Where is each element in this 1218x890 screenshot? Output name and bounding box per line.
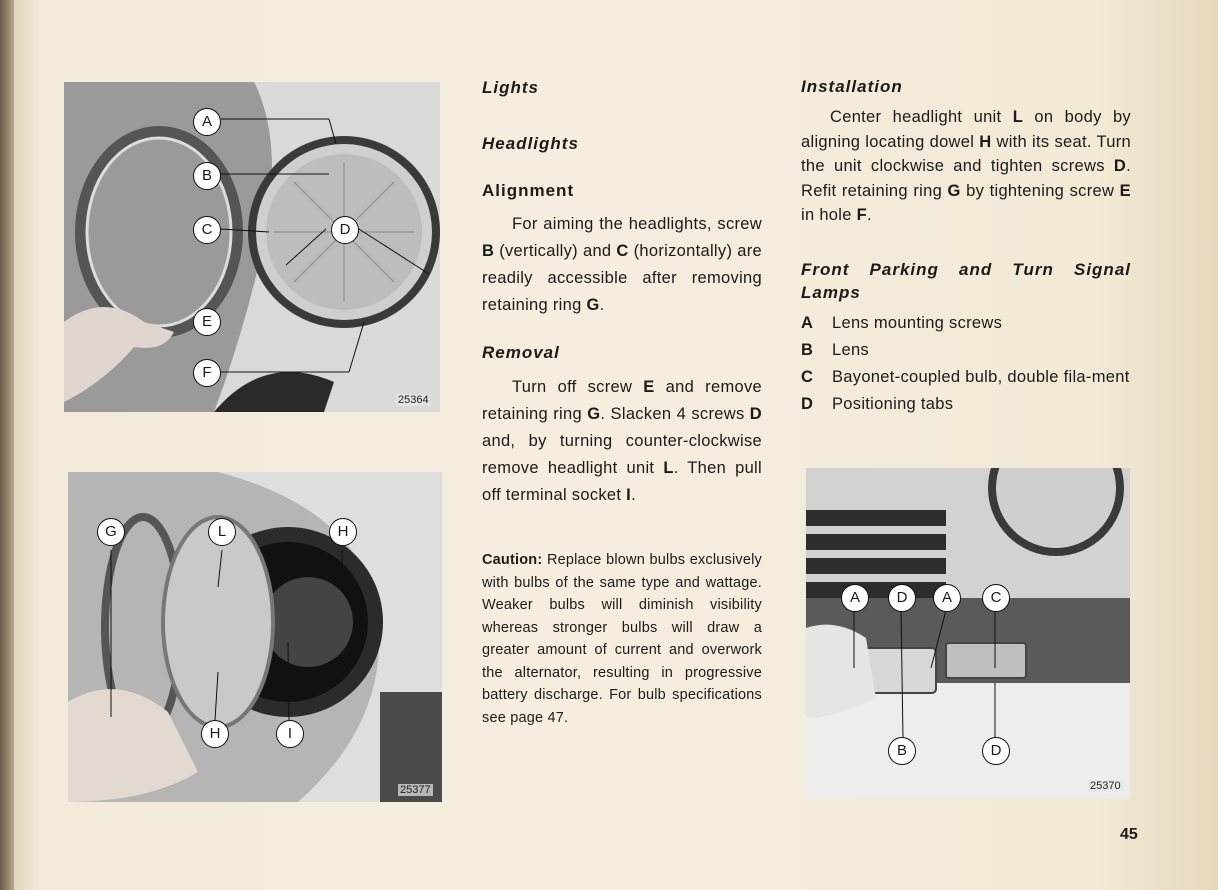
callout-g: G xyxy=(97,518,125,546)
callout-b: B xyxy=(888,737,916,765)
legend-key: D xyxy=(801,394,814,413)
text-run: . Refit retaining ring xyxy=(801,157,1131,200)
right-text-column xyxy=(801,73,1131,420)
installation-paragraph xyxy=(801,105,1131,228)
callout-d: D xyxy=(331,216,359,244)
text-run: and, by turning counter-clockwise remove headlight unit xyxy=(482,432,762,477)
callout-c: C xyxy=(193,216,221,244)
callout-d-top: D xyxy=(888,584,916,612)
front-lamps-heading: Front Parking and Turn Signal Lamps xyxy=(801,259,1131,302)
legend-key: A xyxy=(801,313,814,332)
callout-h-top: H xyxy=(329,518,357,546)
key-letter: L xyxy=(663,459,674,477)
legend-text: Lens xyxy=(832,340,869,359)
section-subtitle: Headlights xyxy=(482,134,579,153)
callout-b: B xyxy=(193,162,221,190)
callout-c: C xyxy=(982,584,1010,612)
legend-row xyxy=(801,339,1131,362)
installation-heading: Installation xyxy=(801,77,903,96)
callout-f: F xyxy=(193,359,221,387)
text-run: . Then pull off terminal socket xyxy=(482,459,762,504)
text-run: and remove retaining ring xyxy=(482,378,762,423)
legend-row xyxy=(801,393,1131,416)
legend-text: Positioning tabs xyxy=(832,394,954,413)
alignment-paragraph xyxy=(482,211,762,319)
headlight-alignment-photo xyxy=(64,82,440,412)
legend-text: Lens mounting screws xyxy=(832,313,1003,332)
section-title: Lights xyxy=(482,78,539,97)
key-letter: C xyxy=(616,242,629,260)
headlight-removal-photo xyxy=(68,472,442,802)
legend-text: Bayonet-coupled bulb, double fila-ment xyxy=(832,367,1130,386)
alignment-heading: Alignment xyxy=(482,181,575,200)
key-letter: E xyxy=(1119,181,1131,200)
key-letter: D xyxy=(1113,157,1127,175)
text-run: For aiming the headlights, screw xyxy=(512,215,762,233)
callout-a: A xyxy=(193,108,221,136)
key-letter: G xyxy=(587,405,601,423)
removal-heading: Removal xyxy=(482,343,560,362)
key-letter: G xyxy=(586,296,600,314)
text-run: by tightening screw xyxy=(960,181,1120,200)
middle-text-column xyxy=(482,74,762,729)
figure-number: 25377 xyxy=(400,784,431,796)
text-run: Center headlight unit xyxy=(830,108,1013,126)
figure-number: 25370 xyxy=(1090,780,1121,792)
callout-h-bottom: H xyxy=(201,720,229,748)
key-letter: H xyxy=(979,132,992,151)
callout-a-right: A xyxy=(933,584,961,612)
key-letter: D xyxy=(749,405,762,423)
key-letter: F xyxy=(856,206,867,224)
key-letter: I xyxy=(626,486,632,504)
callout-d-bottom: D xyxy=(982,737,1010,765)
removal-paragraph xyxy=(482,374,762,509)
key-letter: E xyxy=(643,378,655,396)
callout-e: E xyxy=(193,308,221,336)
caution-paragraph xyxy=(482,549,762,729)
text-run: in hole xyxy=(801,206,857,224)
text-run: with its seat. Turn the unit clockwise and tighten screws xyxy=(801,132,1131,175)
text-run: Turn off screw xyxy=(512,378,644,396)
caution-label: Caution: xyxy=(482,552,543,568)
legend-key: C xyxy=(801,367,814,386)
text-run: . xyxy=(867,206,872,224)
callout-l: L xyxy=(208,518,236,546)
legend-row xyxy=(801,312,1131,335)
key-letter: G xyxy=(947,181,961,200)
legend-key: B xyxy=(801,340,814,359)
book-spine xyxy=(0,0,14,890)
text-run: . xyxy=(631,486,636,504)
legend-row xyxy=(801,366,1131,389)
page-number: 45 xyxy=(1120,826,1138,843)
callout-i: I xyxy=(276,720,304,748)
caution-text: Replace blown bulbs exclusively with bulbs of the same type and wattage. Weaker bulbs will diminish visibility whereas stronger bulbs will draw a greater amount of current and overwork the alternator, resulting in progressive battery discharge. For bulb specifications see page 47. xyxy=(482,552,762,726)
callout-a-left: A xyxy=(841,584,869,612)
text-run: on body by aligning locating dowel xyxy=(801,108,1131,151)
text-run: (horizontally) are readily accessible after removing retaining ring xyxy=(482,242,762,314)
text-run: . xyxy=(599,296,605,314)
text-run: . Slacken 4 screws xyxy=(600,405,750,423)
parking-lamp-photo xyxy=(806,468,1130,798)
key-letter: L xyxy=(1012,108,1024,126)
key-letter: B xyxy=(482,242,495,260)
figure-number: 25364 xyxy=(398,394,429,406)
text-run: (vertically) and xyxy=(494,242,617,260)
